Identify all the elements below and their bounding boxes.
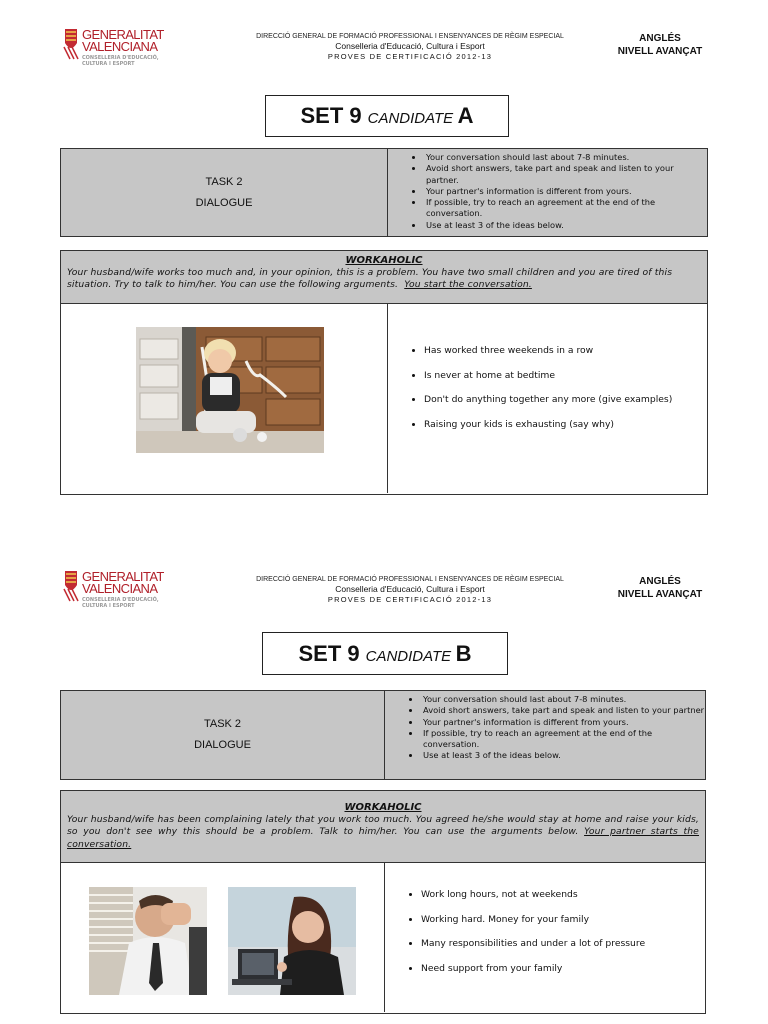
- task-label: [61, 149, 388, 236]
- instructions: [385, 691, 705, 779]
- instruction-item: • Your conversation should last about 7-8 minutes.: [421, 694, 705, 705]
- idea-item: • Working hard. Money for your family: [421, 914, 705, 926]
- generalitat-logo: [62, 27, 162, 77]
- idea-item: • Has worked three weekends in a row: [424, 345, 707, 357]
- idea-item: • Need support from your family: [421, 963, 705, 975]
- logo-sub1: CONSELLERIA D'EDUCACIÓ,: [82, 597, 159, 603]
- scenario-title: WORKAHOLIC: [345, 255, 423, 266]
- header-line2: Conselleria d'Educació, Cultura i Esport: [335, 41, 485, 51]
- instruction-item: • Use at least 3 of the ideas below.: [421, 750, 705, 761]
- instruction-item: • Your partner's information is different from yours.: [421, 717, 705, 728]
- logo-line2: VALENCIANA: [82, 581, 158, 596]
- candidate-label: CANDIDATE: [365, 648, 452, 665]
- header-right: [600, 575, 720, 601]
- scenario-body: Your husband/wife works too much and, in your opinion, this is a problem. You have two small children and you are tired of this situation. Try to talk to him/her. You can use the following arguments.: [67, 267, 673, 291]
- ideas-cell: [388, 304, 707, 493]
- instruction-item: • If possible, try to reach an agreement at the end of the conversation.: [424, 197, 707, 220]
- instruction-item: • Your partner's information is different from yours.: [424, 186, 707, 197]
- header-line3: PROVES DE CERTIFICACIÓ 2012-13: [327, 595, 493, 604]
- scenario-start: Your partner starts the conversation.: [67, 826, 699, 850]
- idea-item: • Don't do anything together any more (give examples): [424, 394, 707, 406]
- generalitat-logo: [62, 569, 162, 619]
- coat-of-arms-icon: [62, 27, 80, 61]
- set-number: SET 9: [300, 103, 362, 128]
- scenario-body: Your husband/wife has been complaining lately that you work too much. You agreed he/she would stay at home and raise your kids, so you don't see why this should be a problem. Talk to him/her. You can use the arguments below.: [67, 814, 699, 838]
- task-label: [61, 691, 385, 779]
- ideas-cell: [385, 863, 705, 1012]
- task-type: DIALOGUE: [195, 196, 253, 209]
- child-mess-photo: [136, 327, 324, 453]
- task-number: TASK 2: [203, 718, 242, 730]
- workaholic-box-b: [60, 790, 706, 1014]
- header-line3: PROVES DE CERTIFICACIÓ 2012-13: [327, 52, 493, 61]
- idea-item: • Is never at home at bedtime: [424, 370, 707, 382]
- scenario-title: WORKAHOLIC: [344, 802, 422, 813]
- scenario-header: [61, 251, 707, 304]
- workaholic-box-a: [60, 250, 708, 495]
- task-type: DIALOGUE: [194, 739, 251, 751]
- scenario-header: [61, 791, 705, 863]
- task-box-a: [60, 148, 708, 237]
- task-box-b: [60, 690, 706, 780]
- idea-item: • Many responsibilities and under a lot of pressure: [421, 938, 705, 950]
- logo-sub1: CONSELLERIA D'EDUCACIÓ,: [82, 55, 159, 61]
- working-woman-photo: [228, 887, 356, 995]
- logo-line2: VALENCIANA: [82, 39, 158, 54]
- header-line1: DIRECCIÓ GENERAL DE FORMACIÓ PROFESSIONAL I ENSENYANCES DE RÈGIM ESPECIAL: [256, 33, 564, 40]
- coat-of-arms-icon: [62, 569, 80, 603]
- instructions: [388, 149, 707, 236]
- idea-item: • Work long hours, not at weekends: [421, 889, 705, 901]
- instruction-item: • Avoid short answers, take part and speak and listen to your partner: [421, 705, 705, 716]
- idea-item: • Raising your kids is exhausting (say why): [424, 419, 707, 431]
- candidate-label: CANDIDATE: [367, 110, 454, 127]
- header-level: NIVELL AVANÇAT: [617, 589, 703, 600]
- header-right: [600, 32, 720, 58]
- header-center: [230, 575, 590, 605]
- task-number: TASK 2: [205, 175, 243, 188]
- image-cell: [61, 863, 385, 1012]
- set-title-b: [262, 632, 508, 675]
- set-title-a: [265, 95, 509, 137]
- scenario-text: [67, 267, 701, 292]
- instruction-item: • If possible, try to reach an agreement at the end of the conversation.: [421, 728, 705, 751]
- logo-sub2: CULTURA I ESPORT: [82, 603, 135, 609]
- scenario-text: [67, 814, 699, 851]
- header-line1: DIRECCIÓ GENERAL DE FORMACIÓ PROFESSIONAL I ENSENYANCES DE RÈGIM ESPECIAL: [256, 576, 564, 583]
- instruction-item: • Your conversation should last about 7-8 minutes.: [424, 152, 707, 163]
- header-line2: Conselleria d'Educació, Cultura i Esport: [335, 584, 485, 594]
- header-lang: ANGLÉS: [639, 576, 681, 587]
- header-lang: ANGLÉS: [639, 33, 681, 44]
- image-cell: [61, 304, 388, 493]
- logo-sub2: CULTURA I ESPORT: [82, 61, 135, 67]
- stressed-man-photo: [89, 887, 207, 995]
- set-number: SET 9: [298, 641, 360, 666]
- instruction-item: • Use at least 3 of the ideas below.: [424, 220, 707, 231]
- instruction-item: • Avoid short answers, take part and speak and listen to your partner.: [424, 163, 707, 186]
- candidate-letter: A: [457, 103, 474, 128]
- header-level: NIVELL AVANÇAT: [617, 46, 703, 57]
- header-center: [230, 32, 590, 62]
- logo-line1: GENERALITAT: [82, 27, 164, 42]
- scenario-start: You start the conversation.: [404, 279, 532, 291]
- logo-line1: GENERALITAT: [82, 569, 164, 584]
- candidate-letter: B: [455, 641, 472, 666]
